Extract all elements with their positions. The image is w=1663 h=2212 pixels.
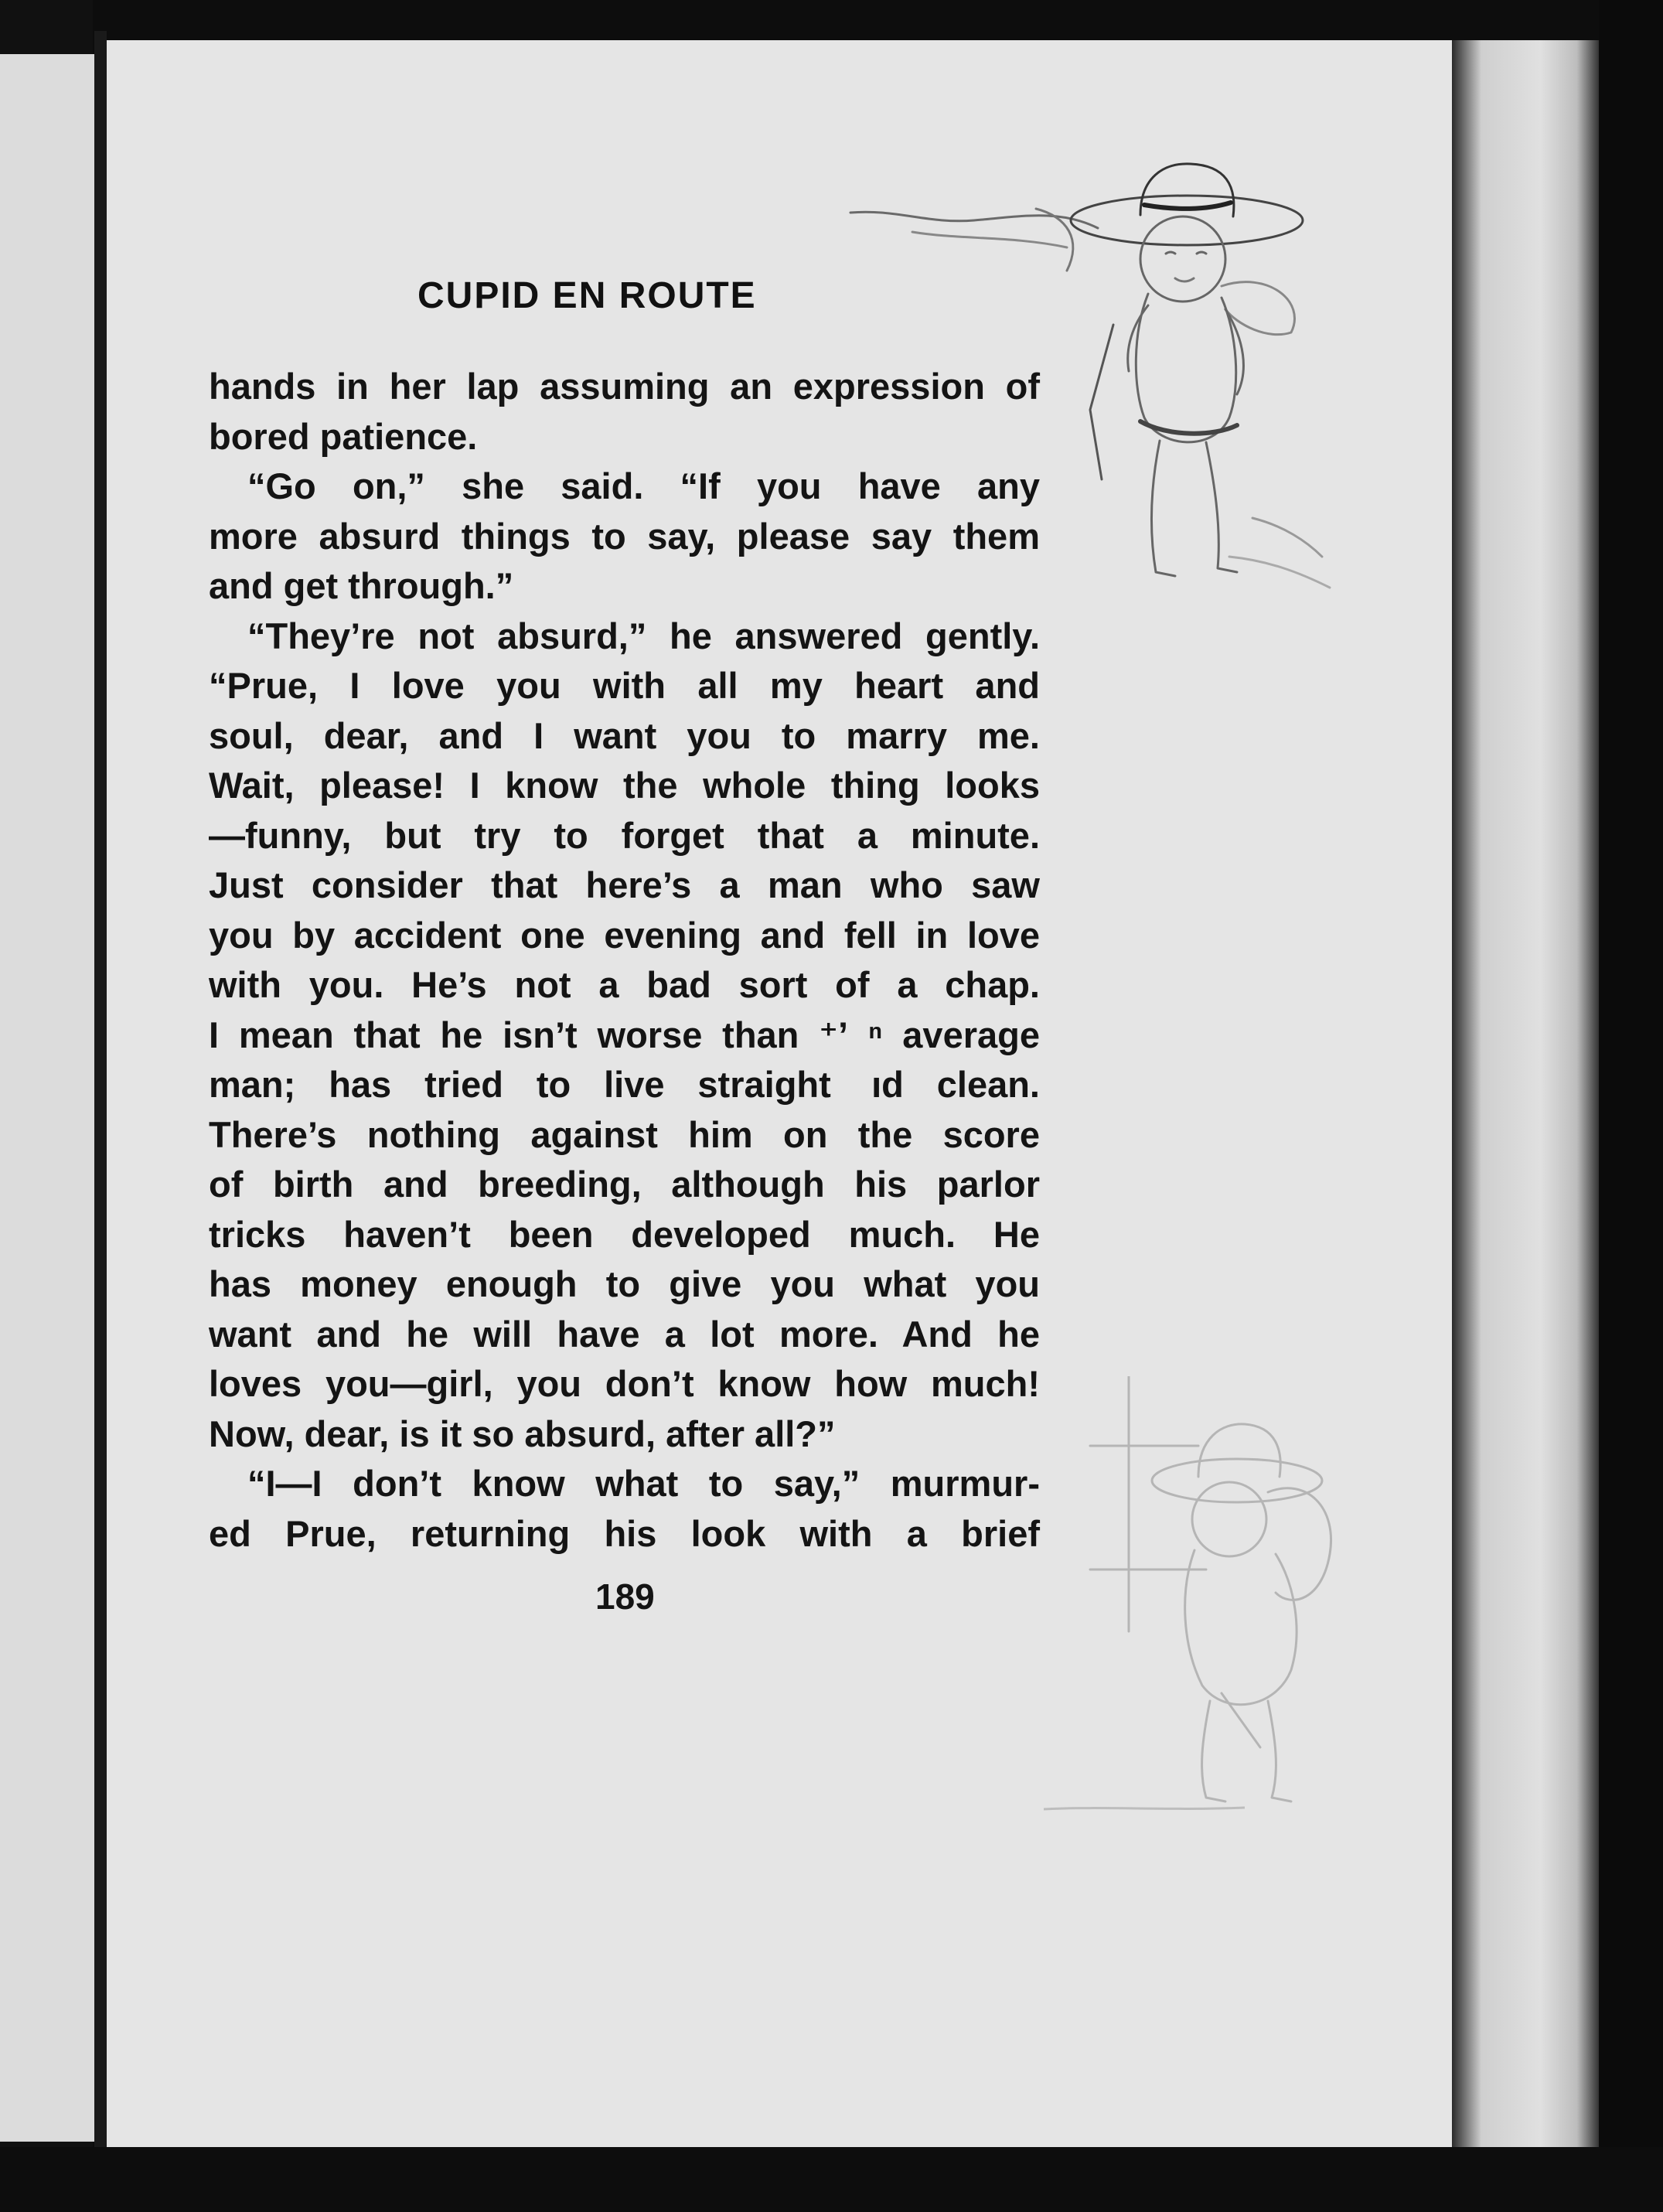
text-line: “I—I don’t know what to say,” murmur- — [247, 1463, 1040, 1504]
text-line: tricks haven’t been developed much. He — [209, 1213, 1040, 1255]
text-line: ed Prue, returning his look with a brief — [209, 1512, 1040, 1554]
book-gutter — [94, 31, 107, 2165]
text-line: Now, dear, is it so absurd, after all?” — [209, 1413, 836, 1454]
text-line: soul, dear, and I want you to marry me. — [209, 714, 1040, 756]
text-line: you by accident one evening and fell in love — [209, 914, 1040, 956]
text-line: Wait, please! I know the whole thing looks — [209, 765, 1040, 806]
text-line: —funny, but try to forget that a minute. — [209, 814, 1040, 856]
text-line: with you. He’s not a bad sort of a chap. — [209, 964, 1040, 1005]
cupid-with-hat-icon — [835, 155, 1345, 634]
facing-page-edge — [0, 54, 94, 2142]
text-line: hands in her lap assuming an expression of — [209, 366, 1040, 407]
text-line: bored patience. — [209, 415, 478, 457]
text-line: loves you—girl, you don’t know how much! — [209, 1363, 1040, 1404]
page-stack-edge — [1452, 40, 1599, 2147]
text-line: of birth and breeding, although his parlor — [209, 1164, 1040, 1205]
text-line: want and he will have a lot more. And he — [209, 1313, 1040, 1355]
text-line: There’s nothing against him on the score — [209, 1113, 1040, 1155]
text-line: “Go on,” she said. “If you have any — [247, 465, 1040, 506]
scan-border-right — [1599, 0, 1663, 2212]
text-line: “Prue, I love you with all my heart and — [209, 665, 1040, 706]
text-line: man; has tried to live straight ıd clean. — [209, 1064, 1040, 1105]
page-number: 189 — [595, 1576, 655, 1617]
text-line: more absurd things to say, please say them — [209, 515, 1040, 557]
text-line: has money enough to give you what you — [209, 1263, 1040, 1304]
scan-border-bottom — [0, 2147, 1663, 2212]
text-line: Just consider that here’s a man who saw — [209, 864, 1040, 905]
text-line: “They’re not absurd,” he answered gently. — [247, 615, 1040, 656]
running-head: CUPID EN ROUTE — [417, 275, 757, 316]
faint-cupid-icon — [1044, 1376, 1430, 1840]
text-line: I mean that he isn’t worse than ⁺ʼ ⁿ average — [209, 1014, 1040, 1055]
text-line: and get through.” — [209, 565, 514, 606]
